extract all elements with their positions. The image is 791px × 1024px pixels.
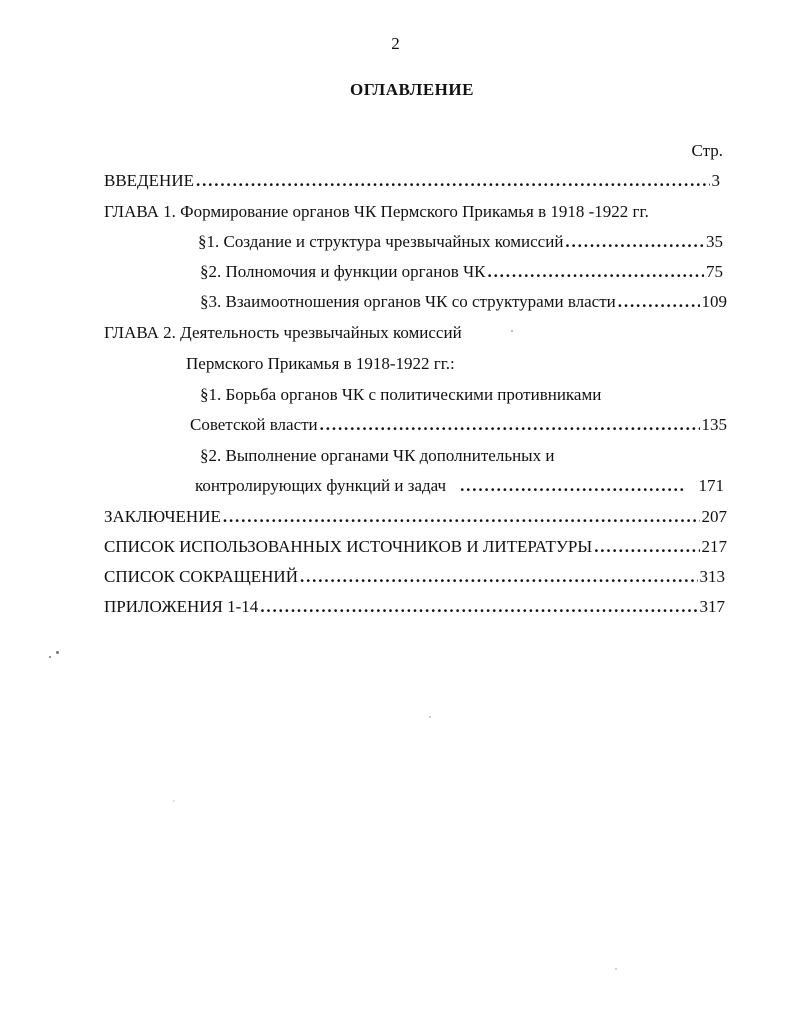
toc-entry-abbreviations [104,566,725,588]
toc-entry-page: 217 [701,537,727,556]
toc-entry-label: СПИСОК СОКРАЩЕНИЙ [104,567,298,586]
scan-speck [56,651,59,654]
toc-entry-intro [104,170,720,192]
toc-chapter-2-heading-continued: Пермского Прикамья в 1918-1922 гг.: [186,354,455,373]
dot-leader [300,566,698,588]
toc-title: ОГЛАВЛЕНИЕ [350,80,474,99]
dot-leader [460,475,684,497]
toc-entry-page: 3 [711,171,720,190]
dot-leader [487,261,704,283]
toc-entry-label: ПРИЛОЖЕНИЯ 1-14 [104,597,259,616]
toc-entry-label: §1. Создание и структура чрезвычайных комиссий [198,232,564,251]
toc-entry-label: СПИСОК ИСПОЛЬЗОВАННЫХ ИСТОЧНИКОВ И ЛИТЕРАТУРЫ [104,537,593,556]
toc-entry-conclusion [104,506,727,528]
dot-leader [320,414,700,436]
toc-entry-label: ЗАКЛЮЧЕНИЕ [104,507,221,526]
toc-entry-label: контролирующих функций и задач [195,476,447,495]
toc-chapter-2-heading: ГЛАВА 2. Деятельность чрезвычайных комиссий [104,323,462,342]
toc-entry-ch1-section-2 [200,261,723,283]
toc-entry-page: 135 [701,415,727,434]
toc-entry-ch2-section-2 [195,475,724,497]
toc-entry-label: §3. Взаимоотношения органов ЧК со структурами власти [200,292,616,311]
toc-entry-page: 109 [701,292,727,311]
dot-leader [594,536,699,558]
toc-entry-page: 207 [701,507,727,526]
scan-speck [615,968,617,970]
toc-entry-appendices [104,596,725,618]
scan-speck [49,656,51,658]
toc-entry-ch1-section-3 [200,291,727,313]
toc-entry-label: Советской власти [190,415,318,434]
toc-entry-page: 75 [706,262,723,281]
dot-leader [223,506,700,528]
toc-entry-page: 171 [698,476,724,495]
scan-speck [511,330,513,332]
page-column-label: Стр. [691,141,723,160]
toc-entry-sources [104,536,727,558]
toc-entry-ch2-section-1 [190,414,727,436]
toc-entry-page: 35 [706,232,723,251]
scan-speck [429,716,431,718]
dot-leader [196,170,710,192]
page-number: 2 [391,34,400,53]
toc-entry-page: 317 [699,597,725,616]
toc-ch2-section-2-heading: §2. Выполнение органами ЧК дополнительных и [200,446,555,465]
toc-chapter-1-heading: ГЛАВА 1. Формирование органов ЧК Пермского Прикамья в 1918 -1922 гг. [104,202,649,221]
dot-leader [565,231,704,253]
toc-ch2-section-1-heading: §1. Борьба органов ЧК с политическими противниками [200,385,602,404]
dot-leader [618,291,700,313]
toc-entry-label: §2. Полномочия и функции органов ЧК [200,262,486,281]
toc-entry-page: 313 [699,567,725,586]
dot-leader [260,596,697,618]
toc-entry-ch1-section-1 [198,231,723,253]
scan-speck [173,800,175,802]
toc-entry-label: ВВЕДЕНИЕ [104,171,194,190]
